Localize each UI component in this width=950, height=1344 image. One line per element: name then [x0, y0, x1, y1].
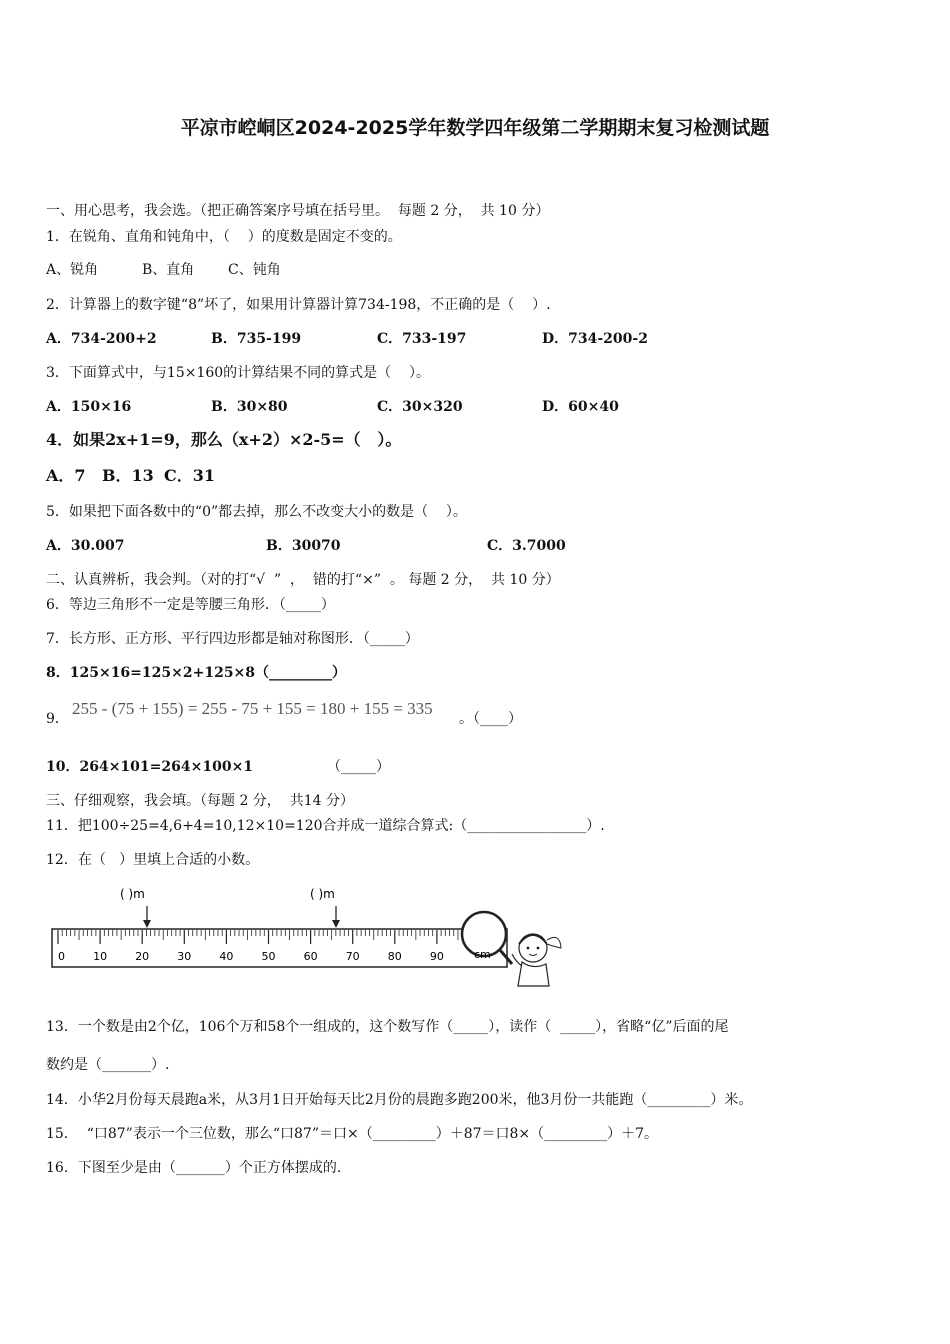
ruler-number: 50: [261, 950, 276, 963]
q5-option-a: A．30.007: [46, 538, 125, 554]
ruler-number: 10: [93, 950, 108, 963]
ruler-label-1: ( )m: [120, 887, 145, 901]
section-2-header: 二、认真辨析，我会判。（对的打“√ ” ， 错的打“×” 。 每题 2 分， 共 10 分）: [46, 572, 560, 588]
ruler-number: 20: [135, 950, 150, 963]
section-1-header: 一、用心思考，我会选。（把正确答案序号填在括号里。 每题 2 分， 共 10 分）: [46, 203, 550, 219]
question-12: 12．在（ ）里填上合适的小数。: [46, 852, 260, 868]
question-5: 5．如果把下面各数中的“0”都去掉，那么不改变大小的数是（ ）。: [46, 504, 467, 520]
question-7: 7．长方形、正方形、平行四边形都是轴对称图形．（_____）: [46, 631, 419, 647]
question-13-line-1: 13．一个数是由2个亿，106个万和58个一组成的，这个数写作（_____），读作（ _____），省略“亿”后面的尾: [46, 1019, 729, 1035]
question-14: 14．小华2月份每天晨跑a米，从3月1日开始每天比2月份的晨跑多跑200米，他3月份一共能跑（_________）米。: [46, 1092, 753, 1108]
ruler-number: 0: [58, 950, 65, 963]
q2-option-b: B．735-199: [211, 331, 302, 347]
q5-option-c: C．3.7000: [487, 538, 566, 554]
question-10-blank: （_____）: [327, 759, 390, 775]
q3-option-a: A．150×16: [46, 399, 132, 415]
question-13-line-2: 数约是（_______）.: [46, 1057, 170, 1073]
question-9-number: 9．: [46, 711, 69, 727]
question-1: 1．在锐角、直角和钝角中，（ ）的度数是固定不变的。: [46, 229, 402, 245]
q5-option-b: B．30070: [266, 538, 341, 554]
q1-option-c: C、钝角: [228, 262, 281, 278]
ruler-number: 60: [303, 950, 318, 963]
page-title: 平凉市崆峒区2024-2025学年数学四年级第二学期期末复习检测试题: [180, 117, 770, 139]
question-16: 16．下图至少是由（_______）个正方体摆成的.: [46, 1160, 342, 1176]
q1-option-a: A、锐角: [46, 262, 99, 278]
ruler-label-2: ( )m: [310, 887, 335, 901]
q2-option-c: C．733-197: [377, 331, 467, 347]
question-10: 10．264×101=264×100×1: [46, 759, 254, 775]
ruler-number: 80: [387, 950, 402, 963]
question-3: 3．下面算式中，与15×160的计算结果不同的算式是（ ）。: [46, 365, 430, 381]
q4-option-a: A．7: [46, 466, 86, 485]
q1-option-b: B、直角: [142, 262, 195, 278]
q3-option-c: C．30×320: [377, 399, 463, 415]
ruler-number: 40: [219, 950, 234, 963]
question-11: 11．把100÷25=4,6+4=10,12×10=120合并成一道综合算式:（_________________）.: [46, 818, 605, 834]
question-9-equation: 255 - (75 + 155) = 255 - 75 + 155 = 180 + 155 = 335: [72, 699, 433, 718]
question-8: 8．125×16=125×2+125×8（_________）: [46, 665, 347, 681]
ruler-figure: [46, 882, 566, 992]
q3-option-d: D．60×40: [542, 399, 619, 415]
q4-option-b: B．13: [102, 466, 154, 485]
q2-option-d: D．734-200-2: [542, 331, 648, 347]
ruler-unit: cm: [474, 948, 491, 961]
q3-option-b: B．30×80: [211, 399, 288, 415]
question-9-blank: 。（____）: [459, 711, 522, 727]
section-3-header: 三、仔细观察，我会填。（每题 2 分， 共14 分）: [46, 793, 354, 809]
question-4: 4．如果2x+1=9，那么（x+2）×2-5=（ ）。: [46, 430, 402, 449]
ruler-number: 30: [177, 950, 192, 963]
question-15: 15． “口87”表示一个三位数，那么“口87”＝口×（_________）＋87＝口8×（_________）＋7。: [46, 1126, 659, 1142]
ruler-number: 70: [345, 950, 360, 963]
question-2: 2．计算器上的数字键“8”坏了，如果用计算器计算734-198，不正确的是（ ）.: [46, 297, 551, 313]
girl-illustration-icon: [512, 934, 561, 986]
question-6: 6．等边三角形不一定是等腰三角形．（_____）: [46, 597, 335, 613]
q2-option-a: A．734-200+2: [46, 331, 157, 347]
q4-option-c: C．31: [164, 466, 216, 485]
ruler-number: 90: [429, 950, 444, 963]
